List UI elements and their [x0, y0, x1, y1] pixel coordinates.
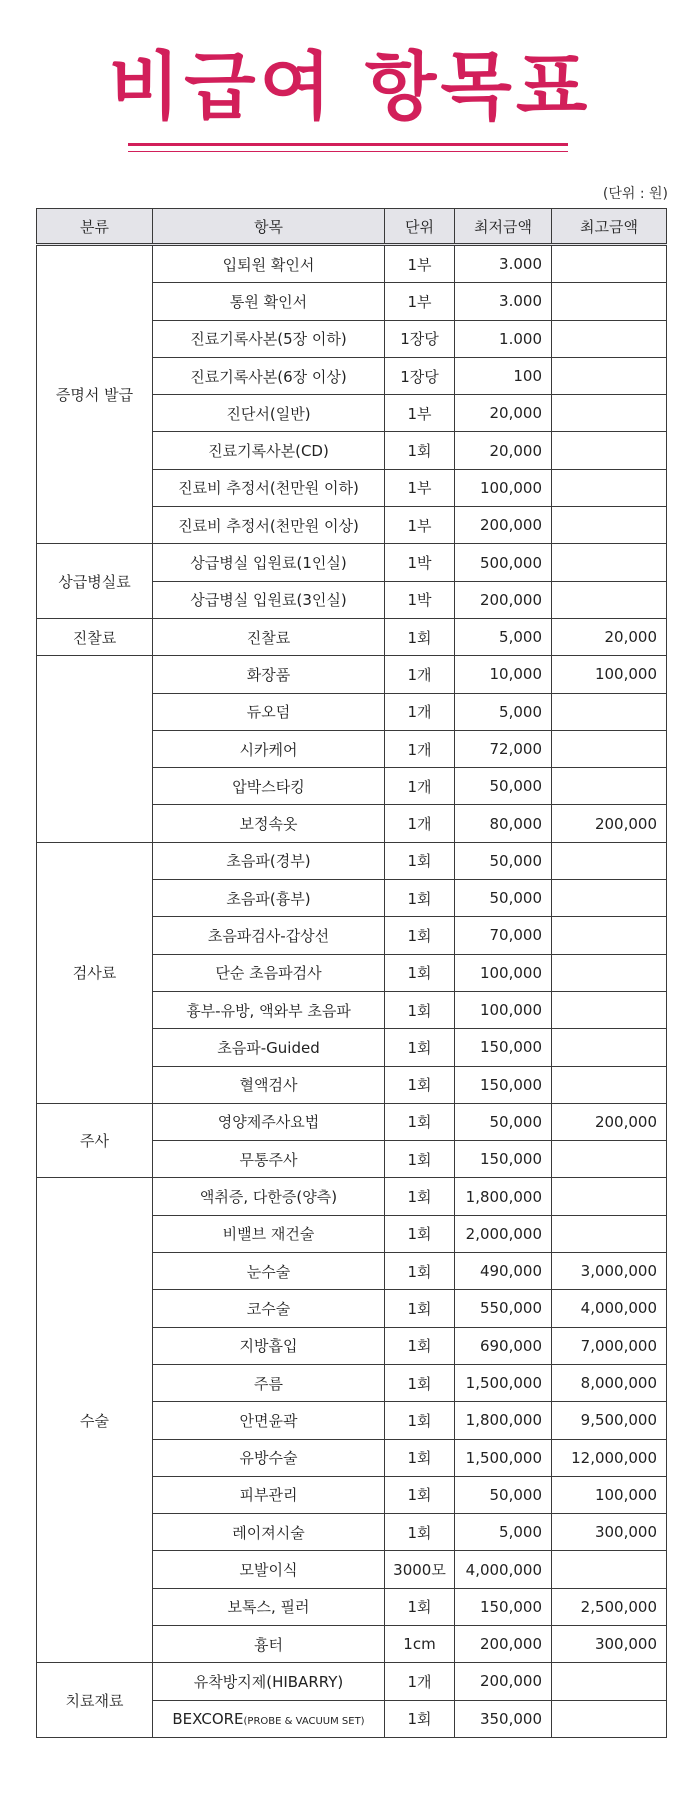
unit-cell: 1회 — [385, 880, 455, 917]
max-price-cell — [552, 357, 667, 394]
unit-cell: 1부 — [385, 507, 455, 544]
title-underline-thin — [128, 151, 568, 152]
max-price-cell — [552, 1066, 667, 1103]
unit-note: (단위 : 원) — [602, 186, 668, 202]
item-cell: 비밸브 재건술 — [153, 1215, 385, 1252]
max-price-cell: 7,000,000 — [552, 1327, 667, 1364]
unit-cell: 1회 — [385, 1402, 455, 1439]
item-cell: 초음파(흉부) — [153, 880, 385, 917]
item-cell: 진료비 추정서(천만원 이상) — [153, 507, 385, 544]
min-price-cell: 150,000 — [455, 1141, 552, 1178]
item-cell: 액취증, 다한증(양측) — [153, 1178, 385, 1215]
page-title: 비급여 항목표 — [108, 44, 592, 130]
title-underline — [128, 143, 568, 146]
item-cell: 진료기록사본(5장 이하) — [153, 320, 385, 357]
item-cell: 흉부-유방, 액와부 초음파 — [153, 991, 385, 1028]
item-cell: 화장품 — [153, 656, 385, 693]
item-cell: 단순 초음파검사 — [153, 954, 385, 991]
table-body — [37, 245, 667, 1738]
header-item: 항목 — [153, 209, 385, 245]
unit-cell: 1개 — [385, 693, 455, 730]
max-price-cell: 20,000 — [552, 618, 667, 655]
min-price-cell: 200,000 — [455, 1663, 552, 1700]
item-cell: 보톡스, 필러 — [153, 1588, 385, 1625]
category-cell: 치료재료 — [37, 1663, 153, 1738]
unit-cell: 1회 — [385, 1103, 455, 1140]
min-price-cell: 100,000 — [455, 991, 552, 1028]
max-price-cell — [552, 693, 667, 730]
max-price-cell — [552, 395, 667, 432]
max-price-cell — [552, 1663, 667, 1700]
item-cell: 레이져시술 — [153, 1514, 385, 1551]
header-row — [37, 209, 667, 245]
max-price-cell — [552, 320, 667, 357]
min-price-cell: 150,000 — [455, 1066, 552, 1103]
min-price-cell: 80,000 — [455, 805, 552, 842]
min-price-cell: 70,000 — [455, 917, 552, 954]
unit-cell: 1회 — [385, 1476, 455, 1513]
item-cell: 보정속옷 — [153, 805, 385, 842]
table-row — [37, 1663, 667, 1700]
table-row — [37, 544, 667, 581]
item-cell: 시카케어 — [153, 730, 385, 767]
min-price-cell: 690,000 — [455, 1327, 552, 1364]
category-cell — [37, 656, 153, 842]
min-price-cell: 72,000 — [455, 730, 552, 767]
unit-cell: 3000모 — [385, 1551, 455, 1588]
max-price-cell — [552, 1029, 667, 1066]
min-price-cell: 5,000 — [455, 1514, 552, 1551]
unit-cell: 1회 — [385, 432, 455, 469]
header-unit: 단위 — [385, 209, 455, 245]
table-row — [37, 842, 667, 879]
unit-cell: 1회 — [385, 842, 455, 879]
unit-cell: 1회 — [385, 1327, 455, 1364]
unit-cell: 1회 — [385, 1364, 455, 1401]
unit-cell: 1개 — [385, 1663, 455, 1700]
min-price-cell: 50,000 — [455, 842, 552, 879]
unit-cell: 1부 — [385, 283, 455, 320]
item-cell — [153, 1700, 385, 1737]
table-row — [37, 245, 667, 283]
max-price-cell — [552, 1700, 667, 1737]
header-max: 최고금액 — [552, 209, 667, 245]
table-row — [37, 1103, 667, 1140]
category-cell: 검사료 — [37, 842, 153, 1103]
item-cell: 모발이식 — [153, 1551, 385, 1588]
table-row — [37, 1178, 667, 1215]
item-cell: 초음파검사-갑상선 — [153, 917, 385, 954]
unit-cell: 1회 — [385, 1514, 455, 1551]
min-price-cell: 20,000 — [455, 395, 552, 432]
min-price-cell: 50,000 — [455, 1476, 552, 1513]
min-price-cell: 3.000 — [455, 245, 552, 283]
unit-cell: 1회 — [385, 917, 455, 954]
min-price-cell: 200,000 — [455, 1625, 552, 1662]
max-price-cell: 9,500,000 — [552, 1402, 667, 1439]
max-price-cell — [552, 245, 667, 283]
max-price-cell: 3,000,000 — [552, 1253, 667, 1290]
max-price-cell: 100,000 — [552, 1476, 667, 1513]
unit-cell: 1회 — [385, 1215, 455, 1252]
item-cell: 주름 — [153, 1364, 385, 1401]
item-cell: 듀오덤 — [153, 693, 385, 730]
table-row — [37, 618, 667, 655]
item-cell: 압박스타킹 — [153, 768, 385, 805]
category-cell: 진찰료 — [37, 618, 153, 655]
table-header — [37, 209, 667, 245]
unit-cell: 1회 — [385, 1029, 455, 1066]
max-price-cell: 2,500,000 — [552, 1588, 667, 1625]
min-price-cell: 100,000 — [455, 469, 552, 506]
max-price-cell — [552, 954, 667, 991]
unit-cell: 1부 — [385, 245, 455, 283]
header-min: 최저금액 — [455, 209, 552, 245]
unit-cell: 1개 — [385, 730, 455, 767]
max-price-cell — [552, 1215, 667, 1252]
min-price-cell: 1.000 — [455, 320, 552, 357]
max-price-cell: 4,000,000 — [552, 1290, 667, 1327]
unit-cell: 1회 — [385, 618, 455, 655]
min-price-cell: 10,000 — [455, 656, 552, 693]
item-cell: 진료기록사본(CD) — [153, 432, 385, 469]
max-price-cell — [552, 283, 667, 320]
min-price-cell: 550,000 — [455, 1290, 552, 1327]
max-price-cell — [552, 991, 667, 1028]
unit-cell: 1회 — [385, 1588, 455, 1625]
item-cell: 눈수술 — [153, 1253, 385, 1290]
min-price-cell: 1,500,000 — [455, 1439, 552, 1476]
max-price-cell: 300,000 — [552, 1625, 667, 1662]
max-price-cell — [552, 507, 667, 544]
unit-cell: 1회 — [385, 1439, 455, 1476]
unit-cell: 1부 — [385, 469, 455, 506]
max-price-cell — [552, 1141, 667, 1178]
max-price-cell — [552, 1178, 667, 1215]
item-cell: 진단서(일반) — [153, 395, 385, 432]
max-price-cell — [552, 581, 667, 618]
max-price-cell — [552, 768, 667, 805]
min-price-cell: 150,000 — [455, 1029, 552, 1066]
min-price-cell: 20,000 — [455, 432, 552, 469]
min-price-cell: 1,800,000 — [455, 1402, 552, 1439]
min-price-cell: 50,000 — [455, 768, 552, 805]
unit-cell: 1장당 — [385, 320, 455, 357]
item-cell: 안면윤곽 — [153, 1402, 385, 1439]
item-cell: 지방흡입 — [153, 1327, 385, 1364]
min-price-cell: 1,500,000 — [455, 1364, 552, 1401]
item-cell: 피부관리 — [153, 1476, 385, 1513]
unit-cell: 1개 — [385, 768, 455, 805]
item-cell: 초음파-Guided — [153, 1029, 385, 1066]
item-cell: 진찰료 — [153, 618, 385, 655]
item-name: BEXCORE — [172, 1709, 244, 1728]
item-cell: 통원 확인서 — [153, 283, 385, 320]
item-cell: 상급병실 입원료(1인실) — [153, 544, 385, 581]
item-cell: 코수술 — [153, 1290, 385, 1327]
unit-cell: 1회 — [385, 1253, 455, 1290]
max-price-cell — [552, 730, 667, 767]
unit-cell: 1부 — [385, 395, 455, 432]
table-row — [37, 656, 667, 693]
item-cell: 혈액검사 — [153, 1066, 385, 1103]
item-cell: 초음파(경부) — [153, 842, 385, 879]
item-cell: 진료비 추정서(천만원 이하) — [153, 469, 385, 506]
min-price-cell: 3.000 — [455, 283, 552, 320]
min-price-cell: 1,800,000 — [455, 1178, 552, 1215]
unit-cell: 1장당 — [385, 357, 455, 394]
unit-cell: 1박 — [385, 581, 455, 618]
max-price-cell: 12,000,000 — [552, 1439, 667, 1476]
min-price-cell: 200,000 — [455, 507, 552, 544]
unit-cell: 1회 — [385, 1066, 455, 1103]
unit-cell: 1회 — [385, 1700, 455, 1737]
max-price-cell — [552, 880, 667, 917]
item-cell: 진료기록사본(6장 이상) — [153, 357, 385, 394]
max-price-cell — [552, 544, 667, 581]
item-cell: 유방수술 — [153, 1439, 385, 1476]
min-price-cell: 5,000 — [455, 618, 552, 655]
min-price-cell: 50,000 — [455, 1103, 552, 1140]
item-cell: 흉터 — [153, 1625, 385, 1662]
min-price-cell: 350,000 — [455, 1700, 552, 1737]
unit-cell: 1회 — [385, 1290, 455, 1327]
unit-cell: 1회 — [385, 991, 455, 1028]
item-cell: 입퇴원 확인서 — [153, 245, 385, 283]
max-price-cell: 8,000,000 — [552, 1364, 667, 1401]
max-price-cell — [552, 917, 667, 954]
max-price-cell — [552, 1551, 667, 1588]
max-price-cell: 200,000 — [552, 805, 667, 842]
min-price-cell: 4,000,000 — [455, 1551, 552, 1588]
item-detail: (PROBE & VACUUM SET) — [243, 1715, 365, 1727]
min-price-cell: 490,000 — [455, 1253, 552, 1290]
max-price-cell: 100,000 — [552, 656, 667, 693]
category-cell: 수술 — [37, 1178, 153, 1663]
unit-cell: 1개 — [385, 656, 455, 693]
unit-cell: 1회 — [385, 1141, 455, 1178]
min-price-cell: 200,000 — [455, 581, 552, 618]
max-price-cell: 300,000 — [552, 1514, 667, 1551]
item-cell: 유착방지제(HIBARRY) — [153, 1663, 385, 1700]
min-price-cell: 100 — [455, 357, 552, 394]
unit-cell: 1회 — [385, 1178, 455, 1215]
item-cell: 영양제주사요법 — [153, 1103, 385, 1140]
max-price-cell — [552, 469, 667, 506]
unit-cell: 1회 — [385, 954, 455, 991]
min-price-cell: 500,000 — [455, 544, 552, 581]
unit-cell: 1cm — [385, 1625, 455, 1662]
max-price-cell: 200,000 — [552, 1103, 667, 1140]
min-price-cell: 100,000 — [455, 954, 552, 991]
item-cell: 무통주사 — [153, 1141, 385, 1178]
category-cell: 주사 — [37, 1103, 153, 1178]
header-category: 분류 — [37, 209, 153, 245]
category-cell: 상급병실료 — [37, 544, 153, 619]
max-price-cell — [552, 842, 667, 879]
item-cell: 상급병실 입원료(3인실) — [153, 581, 385, 618]
min-price-cell: 50,000 — [455, 880, 552, 917]
unit-cell: 1박 — [385, 544, 455, 581]
min-price-cell: 2,000,000 — [455, 1215, 552, 1252]
category-cell: 증명서 발급 — [37, 245, 153, 544]
min-price-cell: 150,000 — [455, 1588, 552, 1625]
max-price-cell — [552, 432, 667, 469]
min-price-cell: 5,000 — [455, 693, 552, 730]
price-table — [36, 208, 667, 1738]
unit-cell: 1개 — [385, 805, 455, 842]
